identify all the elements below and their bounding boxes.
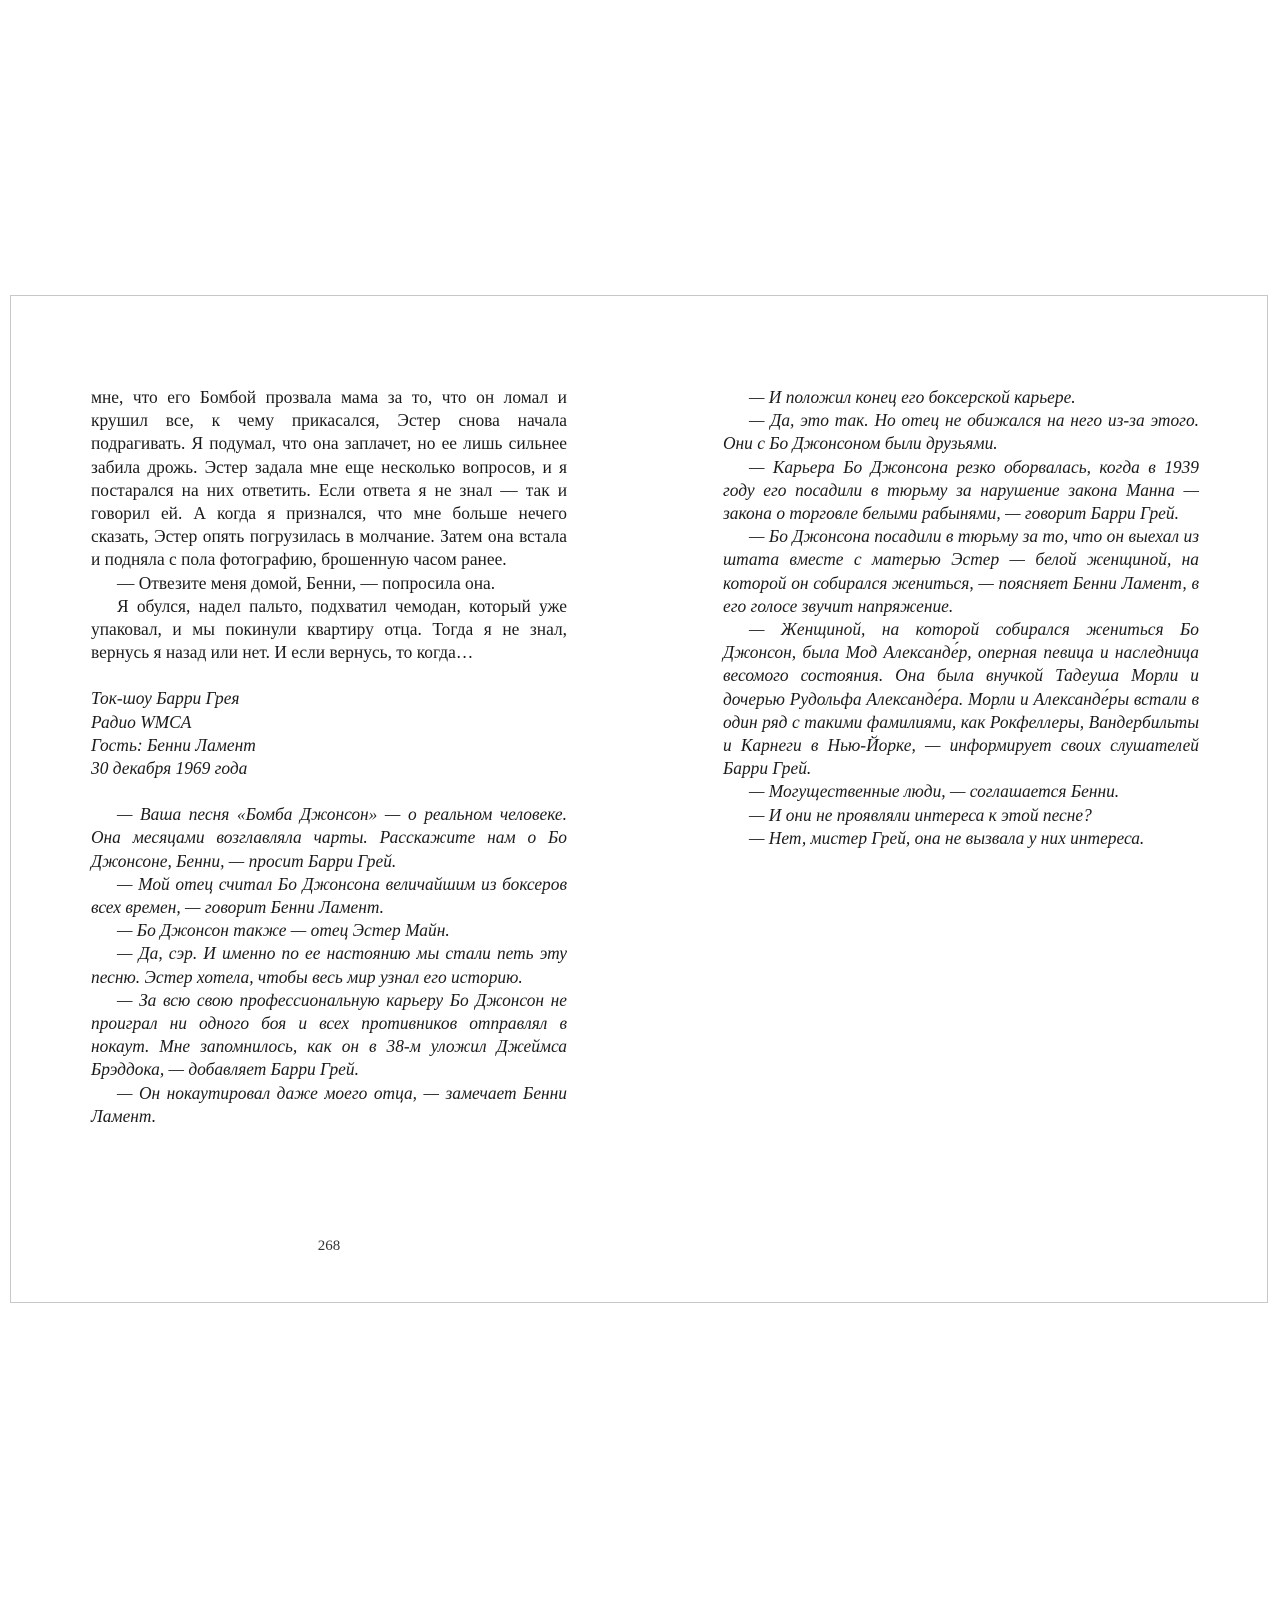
book-spread [10,295,1268,1303]
dialogue-line: — Да, это так. Но отец не обижался на него из-за этого. Они с Бо Джонсоном были друзьями. [723,410,1199,454]
guest-name: Гость: Бенни Ламент [91,734,256,755]
left-page-text [91,386,567,1128]
narrative-paragraph: Я обулся, надел пальто, подхватил чемодан, который уже упаковал, и мы покинули квартиру отца. Тогда я не знал, вернусь я назад или нет. И если вернусь, то когда… [91,595,567,663]
station-name: Радио WMCA [91,711,192,732]
page-number: 268 [317,1238,341,1254]
dialogue-line: — За всю свою профессиональную карьеру Бо Джонсон не проиграл ни одного боя и всех противников отправлял в нокаут. Мне запомнилось, как он в 38-м уложил Джеймса Брэддока, — добавляет Барри Грей. [91,989,567,1080]
dialogue-line: — Мой отец считал Бо Джонсона величайшим из боксеров всех времен, — говорит Бенни Ламент. [91,873,567,918]
broadcast-date: 30 декабря 1969 года [91,758,248,779]
interview-header [91,687,567,780]
dialogue-line: — И положил конец его боксерской карьере. [749,387,1076,407]
show-title: Ток-шоу Барри Грея [91,688,240,709]
dialogue-line: — Он нокаутировал даже моего отца, — замечает Бенни Ламент. [91,1082,567,1126]
right-page-text [723,386,1199,850]
narrative-paragraph: — Отвезите меня домой, Бенни, — попросила она. [117,572,496,593]
narrative-paragraph: мне, что его Бомбой прозвала мама за то, что он ломал и крушил все, к чему прикасался, Эстер снова начала подрагивать. Я подумал, что она заплачет, но ее лишь сильнее забила дрожь. Эстер задала мне еще несколько вопросов, и я постарался на них ответить. Если ответа я не знал — так и говорил ей. А когда я признался, что мне больше нечего сказать, Эстер опять погрузилась в молчание. Затем она встала и подняла с пола фотографию, брошенную часом ранее. [91,387,567,570]
dialogue-line: — Ваша песня «Бомба Джонсон» — о реальном человеке. Она месяцами возглавляла чарты. Расскажите нам о Бо Джонсоне, Бенни, — просит Барри Грей. [91,804,567,871]
dialogue-line: — Женщиной, на которой собирался жениться Бо Джонсон, была Мод Александе́р, оперная певица и наследница весомого состояния. Она была внучкой Тадеуша Морли и дочерью Рудольфа Александе́ра. Морли и Александе́ры встали в один ряд с такими фамилиями, как Рокфеллеры, Вандербильты и Карнеги в Нью-Йорке, — информирует своих слушателей Барри Грей. [723,619,1199,779]
dialogue-line: — И они не проявляли интереса к этой песне? [749,804,1092,825]
dialogue-line: — Бо Джонсон также — отец Эстер Майн. [117,920,450,941]
dialogue-line: — Бо Джонсона посадили в тюрьму за то, что он выехал из штата вместе с матерью Эстер — белой женщиной, на которой он собирался жениться, — поясняет Бенни Ламент, в его голосе звучит напряжение. [723,526,1199,616]
dialogue-line: — Да, сэр. И именно по ее настоянию мы стали петь эту песню. Эстер хотела, чтобы весь мир узнал его историю. [91,943,567,987]
dialogue-line: — Карьера Бо Джонсона резко оборвалась, когда в 1939 году его посадили в тюрьму за нарушение закона Манна — закона о торговле белыми рабынями, — говорит Барри Грей. [723,456,1199,524]
dialogue-line: — Могущественные люди, — соглашается Бенни. [749,781,1120,802]
dialogue-line: — Нет, мистер Грей, она не вызвала у них интереса. [749,827,1145,848]
